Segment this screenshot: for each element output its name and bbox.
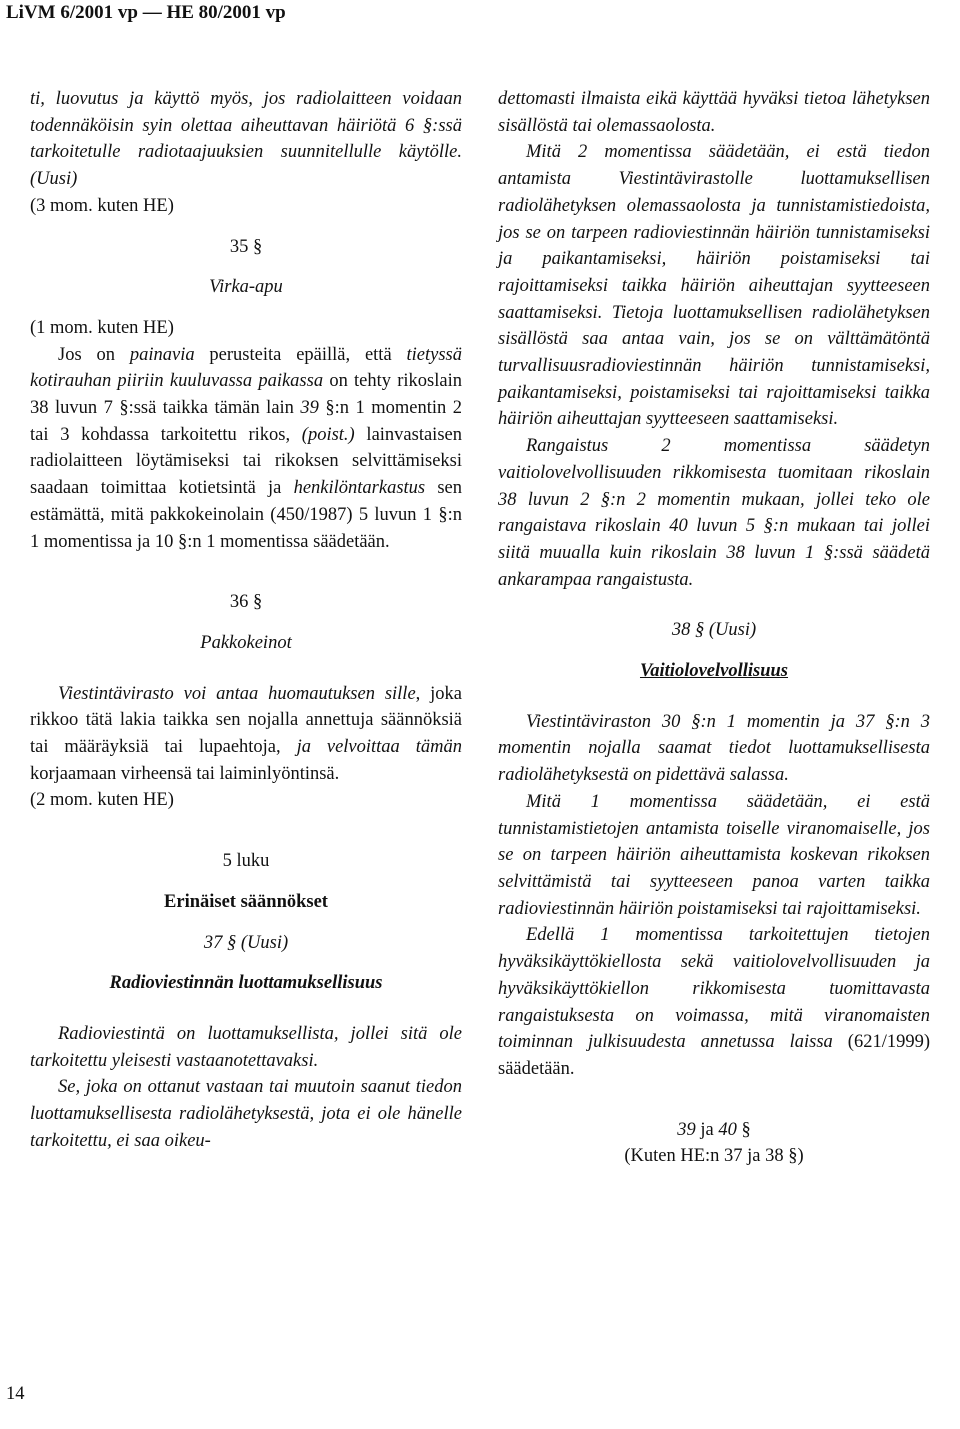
text-run: , joka rikkoo tätä lakia taikka sen nojalla annettuja säännöksiä tai määräyksiä tai lupaehtoja,	[30, 683, 462, 758]
section-number: 37 § (Uusi)	[203, 932, 289, 953]
section-title: Radioviestinnän luottamuksellisuus	[109, 973, 383, 994]
paragraph	[498, 922, 930, 1082]
page-number: 14	[6, 1384, 25, 1404]
section-number: 35 §	[229, 236, 263, 257]
chapter-number: 5 luku	[222, 851, 270, 872]
text-run: perusteita epäillä, että	[194, 344, 407, 365]
paragraph	[30, 342, 462, 556]
paragraph: (2 mom. kuten HE)	[30, 790, 174, 811]
section-number	[498, 1117, 930, 1144]
paragraph: Radioviestintä on luottamuksellista, jollei sitä ole tarkoitettu yleisesti vastaanotettavaksi.	[30, 1023, 462, 1071]
paragraph: Se, joka on ottanut vastaan tai muutoin saanut tiedon luottamuksellisesta radiolähetyksestä, jota ei ole hänelle tarkoitettu, ei saa oikeu-	[30, 1077, 462, 1151]
text-run: 39	[300, 398, 319, 419]
text-run: Jos on	[58, 344, 130, 365]
running-header: LiVM 6/2001 vp — HE 80/2001 vp	[6, 2, 286, 23]
section-note: (Kuten HE:n 37 ja 38 §)	[624, 1146, 804, 1167]
text-run: sen estämättä, mitä pakkokeinolain (450/1987) 5 luvun 1 §:n 1 momentissa ja 10 §:n 1 momentissa säädetään.	[30, 478, 462, 552]
section-title: Virka-apu	[209, 277, 283, 298]
paragraph: Mitä 1 momentissa säädetään, ei estä tunnistamistietojen antamista toiselle viranomaiselle, jos se on tarpeen häiriön aiheuttamista koskevan rikoksen selvittämistä tai syytteeseen panoa varten taikka radioviestinnän häiriön poistamiseksi tai rajoittamiseksi.	[498, 791, 930, 919]
text-run: tietyssä kotirauhan piiriin kuuluvassa paikassa	[30, 344, 463, 392]
text-run: henkilöntarkastus	[293, 478, 426, 499]
text-run: 40	[718, 1119, 737, 1140]
left-column	[30, 86, 462, 1155]
text-run: ja velvoittaa tämän	[296, 737, 462, 758]
text-run: Viestintävirasto voi antaa huomautuksen sille	[58, 683, 416, 704]
paragraph: (1 mom. kuten HE)	[30, 317, 174, 338]
text-run: lainvastaisen radiolaitteen löytämiseksi tai rikoksen selvittämiseksi saadaan toimittaa kotietsintä ja	[30, 424, 462, 499]
chapter-title: Erinäiset säännökset	[164, 891, 328, 912]
text-run: §:n 1 momentin 2 tai 3 kohdassa tarkoitettu rikos,	[30, 398, 462, 445]
paragraph: ti, luovutus ja käyttö myös, jos radiolaitteen voidaan todennäköisin syin olettaa aiheuttavan häiriötä 6 §:ssä tarkoitetulle radiotaajuuksien suunnitellulle käytölle. (Uusi)	[30, 89, 462, 190]
text-run: Edellä 1 momentissa tarkoitettujen tietojen hyväksikäyttökiellosta sekä vaitiolovelvollisuuden ja hyväksikäyttökiellon rikkomisesta tuomittavasta rangaistuksesta on voimassa, mitä viranomaisten toiminnan julkisuudesta annetussa laissa	[498, 925, 930, 1053]
paragraph	[30, 681, 462, 788]
section-title: Vaitiolovelvollisuus	[639, 661, 789, 682]
text-run: on tehty rikoslain 38 luvun 7 §:ssä taikka tämän lain	[30, 371, 462, 419]
paragraph: (3 mom. kuten HE)	[30, 195, 174, 216]
text-run: painavia	[129, 344, 195, 365]
text-run: 39	[677, 1119, 696, 1140]
section-number: 36 §	[229, 592, 263, 613]
paragraph: Rangaistus 2 momentissa säädetyn vaitiolovelvollisuuden rikkomisesta tuomitaan rikoslain 38 luvun 2 §:n 2 momentin mukaan, jollei teko ole rangaistava rikoslain 40 luvun 5 §:n mukaan tai jollei siitä muualla kuin rikoslain 38 luvun 1 §:ssä säädetä ankarampaa rangaistusta.	[498, 436, 930, 590]
paragraph: Viestintäviraston 30 §:n 1 momentin ja 37 §:n 3 momentin nojalla saamat tiedot luottamuksellisesta radiolähetyksestä on pidettävä salassa.	[498, 711, 930, 786]
text-run: ja	[695, 1119, 719, 1140]
text-run: §	[736, 1119, 751, 1140]
paragraph: dettomasti ilmaista eikä käyttää hyväksi tietoa lähetyksen sisällöstä tai olemassaolosta.	[498, 89, 930, 136]
text-run: korjaamaan virheensä tai laiminlyöntinsä.	[30, 763, 340, 784]
paragraph: Mitä 2 momentissa säädetään, ei estä tiedon antamista Viestintävirastolle luottamuksellisen radiolähetyksen olemassaolosta ja tunnistamistiedoista, jos se on tarpeen radioviestinnän häiriön tunnistamiseksi ja paikantamiseksi, häiriön poistamiseksi tai rajoittamiseksi taikka häiriön aiheuttajan syytteeseen saattamiseksi. Tietoja luottamuksellisen radiolähetyksen sisällöstä saa antaa vain, jos se on välttämätöntä turvallisuusradioviestinnän häiriön tunnistamiseksi, paikantamiseksi, poistamiseksi tai rajoittamiseksi taikka häiriön aiheuttajan syytteeseen saattamiseksi.	[498, 142, 930, 430]
section-number: 38 § (Uusi)	[671, 620, 757, 641]
text-run: (621/1999) säädetään.	[498, 1032, 930, 1079]
text-run: (poist.)	[301, 424, 355, 445]
right-column	[498, 86, 930, 1170]
section-title: Pakkokeinot	[200, 632, 292, 653]
